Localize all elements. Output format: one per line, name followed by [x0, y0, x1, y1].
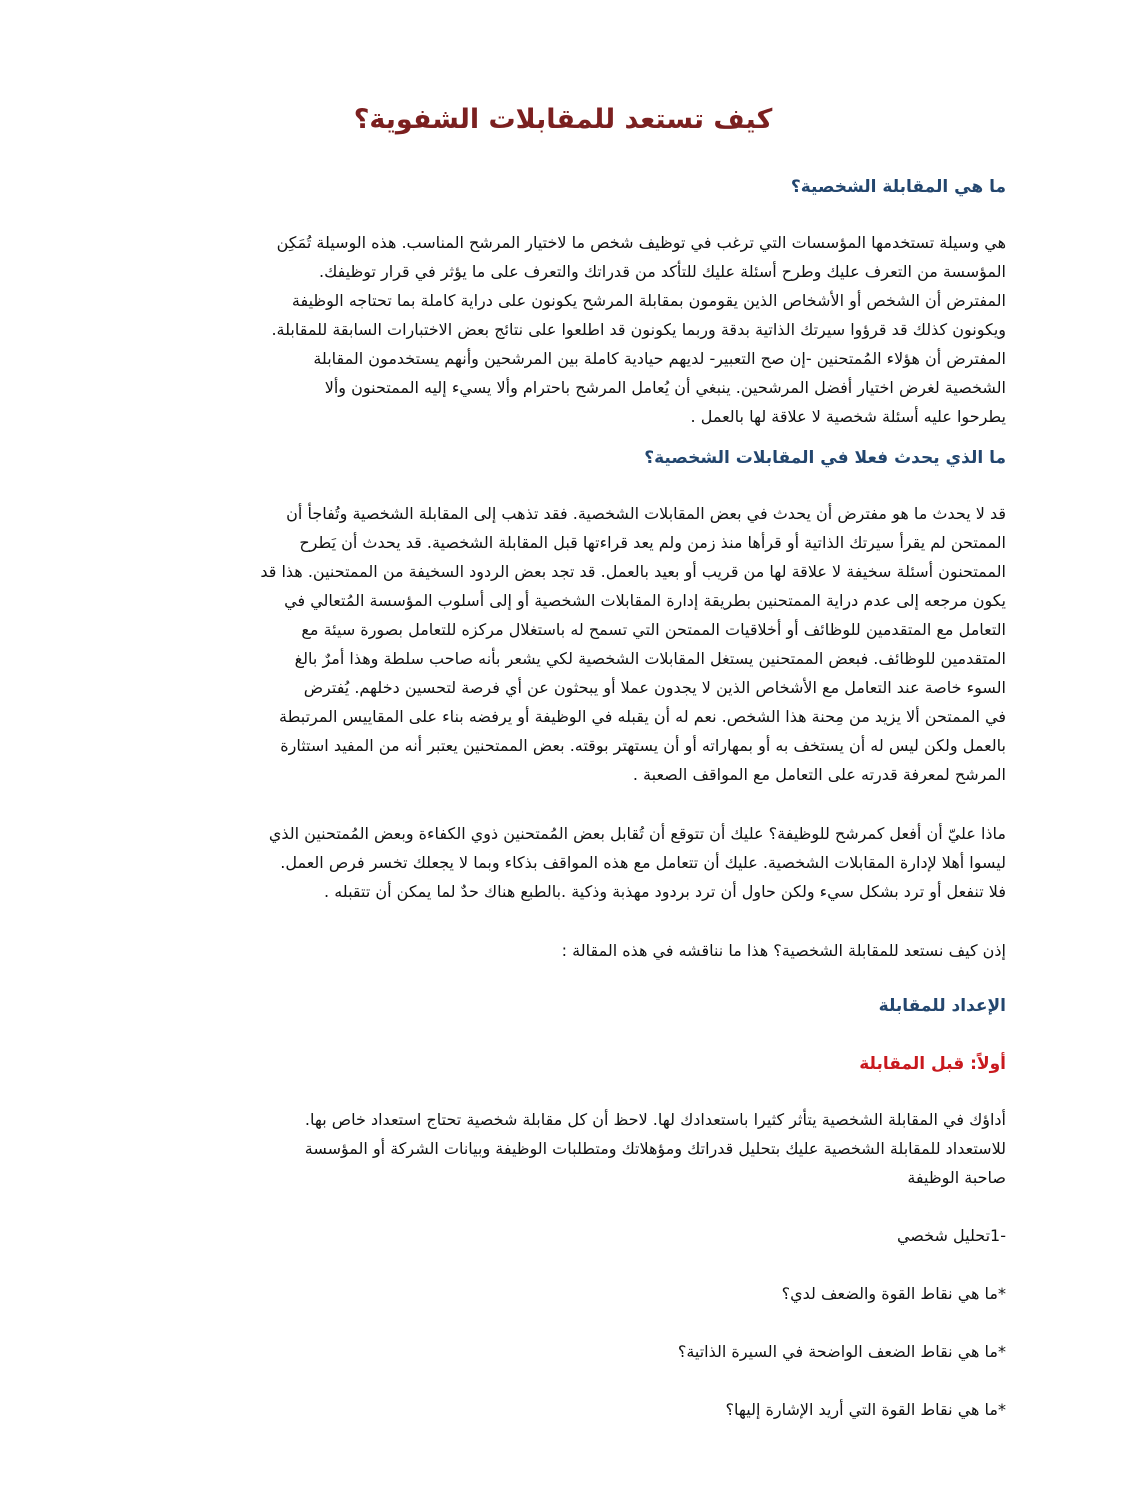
text-line: المرشح لمعرفة قدرته على التعامل مع المواقف الصعبة .: [632, 765, 1006, 784]
list-item: *ما هي نقاط القوة والضعف لدي؟: [781, 1284, 1006, 1303]
text-line: صاحبة الوظيفة: [907, 1168, 1006, 1187]
text-line: يطرحوا عليه أسئلة شخصية لا علاقة لها بالعمل .: [690, 407, 1006, 426]
text-line: المفترض أن الشخص أو الأشخاص الذين يقومون بمقابلة المرشح يكونون على دراية كاملة بما تحتاجه الوظيفة: [291, 291, 1006, 310]
paragraph-definition: [140, 228, 1006, 431]
subheading-before-interview: أولاً: قبل المقابلة: [859, 1054, 1006, 1074]
text-line: السوء خاصة عند التعامل مع الأشخاص الذين لا يجدون عملا أو يبحثون عن أي فرصة لتحسين دخلهم. يُفترض: [303, 678, 1006, 697]
text-line: الممتحن لم يقرأ سيرتك الذاتية أو قرأها منذ زمن ولم يعد قراءتها قبل المقابلة الشخصية. قد يحدث أن يَطرح: [299, 533, 1006, 552]
text-line: أداؤك في المقابلة الشخصية يتأثر كثيرا باستعدادك لها. لاحظ أن كل مقابلة شخصية تحتاج استعداد خاص بها.: [304, 1110, 1006, 1129]
paragraph-what-to-do: [140, 819, 1006, 906]
document-body: [140, 170, 1006, 1424]
text-line: قد لا يحدث ما هو مفترض أن يحدث في بعض المقابلات الشخصية. فقد تذهب إلى المقابلة الشخصية وتُفاجأ أن: [286, 504, 1006, 523]
list-item: *ما هي نقاط الضعف الواضحة في السيرة الذاتية؟: [677, 1342, 1006, 1361]
section-heading-what-happens: ما الذي يحدث فعلا في المقابلات الشخصية؟: [644, 448, 1006, 468]
text-line: التعامل مع المتقدمين للوظائف أو أخلاقيات الممتحن التي تسمح له باستغلال مركزه للتعامل بصورة سيئة مع: [301, 620, 1006, 639]
text-line: يكون مرجعه إلى عدم دراية الممتحنين بطريقة إدارة المقابلات الشخصية أو إلى أسلوب المؤسسة المُتعالي في: [284, 591, 1006, 610]
text-line: المؤسسة من التعرف عليك وطرح أسئلة عليك للتأكد من قدراتك والتعرف على ما يؤثر في قرار توظيفك.: [319, 262, 1006, 281]
text-line: ماذا عليّ أن أفعل كمرشح للوظيفة؟ عليك أن تتوقع أن تُقابل بعض المُمتحنين ذوي الكفاءة وبعض المُمتحنين الذي: [268, 824, 1006, 843]
text-line: الممتحنون أسئلة سخيفة لا علاقة لها من قريب أو بعيد بالعمل. قد تجد بعض الردود السخيفة من الممتحنين. هذا قد: [260, 562, 1006, 581]
text-line: هي وسيلة تستخدمها المؤسسات التي ترغب في توظيف شخص ما لاختيار المرشح المناسب. هذه الوسيلة تُمَكِن: [276, 233, 1006, 252]
paragraph-reality: [140, 499, 1006, 789]
text-line: الشخصية لغرض اختيار أفضل المرشحين. ينبغي أن يُعامل المرشح باحترام وألا يسيء إليه الممتحنون وألا: [324, 378, 1006, 397]
text-line: في الممتحن ألا يزيد من مِحنة هذا الشخص. نعم له أن يقبله في الوظيفة أو يرفضه بناء على المقاييس المرتبطة: [279, 707, 1006, 726]
paragraph-performance: [140, 1105, 1006, 1192]
text-line: للاستعداد للمقابلة الشخصية عليك بتحليل قدراتك ومؤهلاتك ومتطلبات الوظيفة وبيانات الشركة أو المؤسسة: [304, 1139, 1006, 1158]
text-line: المتقدمين للوظائف. فبعض الممتحنين يستغل المقابلات الشخصية لكي يشعر بأنه صاحب سلطة وهذا أمرٌ بالغ: [294, 649, 1006, 668]
text-line: بالعمل ولكن ليس له أن يستخف به أو بمهاراته أو أن يستهتر بوقته. بعض الممتحنين يعتبر أنه من المفيد استثارة: [280, 736, 1006, 755]
section-heading-preparation: الإعداد للمقابلة: [878, 996, 1006, 1016]
text-line: ويكونون كذلك قد قرؤوا سيرتك الذاتية بدقة وربما يكونون قد اطلعوا على نتائج بعض الاختبارات السابقة للمقابلة.: [271, 320, 1006, 339]
text-line: ليسوا أهلا لإدارة المقابلات الشخصية. عليك أن تتعامل مع هذه المواقف بذكاء وبما لا يجعلك تخسر فرص العمل.: [280, 853, 1006, 872]
list-heading-personal-analysis: -1تحليل شخصي: [896, 1226, 1006, 1245]
page-title: كيف تستعد للمقابلات الشفوية؟: [353, 104, 773, 135]
text-line: فلا تنفعل أو ترد بشكل سيء ولكن حاول أن ترد بردود مهذبة وذكية .بالطبع هناك حدٌ لما يمكن أن تتقبله .: [324, 882, 1006, 901]
list-item: *ما هي نقاط القوة التي أريد الإشارة إليها؟: [725, 1400, 1006, 1419]
section-heading-what-is-interview: ما هي المقابلة الشخصية؟: [790, 177, 1006, 197]
paragraph-intro-prepare: إذن كيف نستعد للمقابلة الشخصية؟ هذا ما نناقشه في هذه المقالة :: [561, 941, 1006, 960]
text-line: المفترض أن هؤلاء المُمتحنين -إن صح التعبير- لديهم حيادية كاملة بين المرشحين وأنهم يستخدمون المقابلة: [313, 349, 1006, 368]
